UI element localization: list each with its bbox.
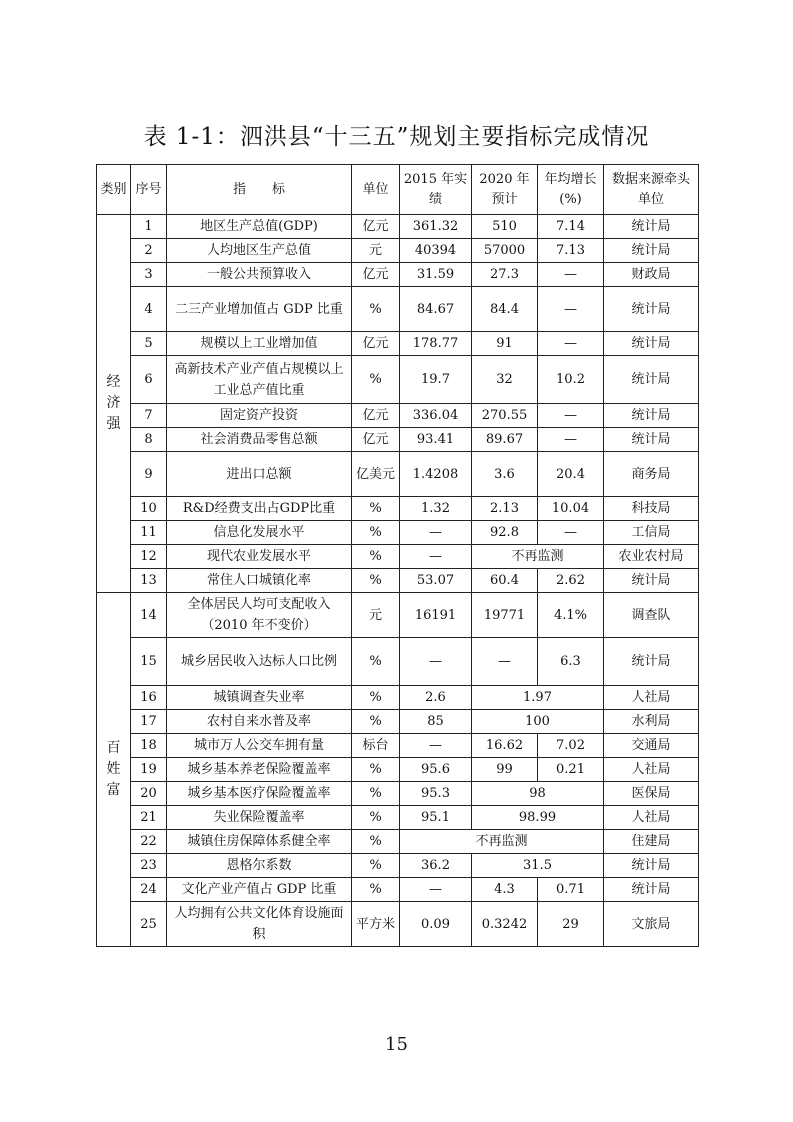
cell-2015: 336.04 — [400, 404, 472, 428]
cell-unit: 亿元 — [352, 215, 400, 239]
cell-source: 统计局 — [604, 239, 699, 263]
cell-growth: 2.62 — [538, 569, 604, 593]
table-title: 表 1-1：泗洪县“十三五”规划主要指标完成情况 — [143, 124, 650, 150]
cell-no: 15 — [131, 638, 167, 686]
cell-2020: 19771 — [472, 593, 538, 638]
cell-2020: 27.3 — [472, 263, 538, 287]
cell-unit: 平方米 — [352, 902, 400, 947]
cell-growth: — — [538, 332, 604, 356]
cell-2015: — — [400, 638, 472, 686]
cell-source: 水利局 — [604, 710, 699, 734]
cell-no: 6 — [131, 356, 167, 404]
cell-unit: % — [352, 710, 400, 734]
table-row — [97, 830, 699, 854]
cell-indicator: R&D经费支出占GDP比重 — [167, 497, 352, 521]
header-2020: 2020 年预计 — [472, 165, 538, 215]
cell-source: 工信局 — [604, 521, 699, 545]
cell-no: 4 — [131, 287, 167, 332]
cell-indicator: 城镇调查失业率 — [167, 686, 352, 710]
cell-2020: 99 — [472, 758, 538, 782]
cell-source: 调查队 — [604, 593, 699, 638]
cell-unit: % — [352, 521, 400, 545]
cell-indicator: 失业保险覆盖率 — [167, 806, 352, 830]
cell-no: 12 — [131, 545, 167, 569]
cell-growth: — — [538, 263, 604, 287]
cell-no: 13 — [131, 569, 167, 593]
header-2015: 2015 年实绩 — [400, 165, 472, 215]
cell-unit: 标台 — [352, 734, 400, 758]
table-row — [97, 545, 699, 569]
table-row — [97, 356, 699, 404]
cell-unit: % — [352, 830, 400, 854]
table-row — [97, 452, 699, 497]
table-row — [97, 902, 699, 947]
cell-indicator: 城乡居民收入达标人口比例 — [167, 638, 352, 686]
cell-no: 9 — [131, 452, 167, 497]
cell-2020: 57000 — [472, 239, 538, 263]
cell-growth: 6.3 — [538, 638, 604, 686]
cell-source: 医保局 — [604, 782, 699, 806]
cell-2015: 1.32 — [400, 497, 472, 521]
cell-merged-values: 98.99 — [472, 806, 604, 830]
cell-source: 统计局 — [604, 854, 699, 878]
cell-unit: % — [352, 287, 400, 332]
cell-source: 统计局 — [604, 569, 699, 593]
cell-2020: 89.67 — [472, 428, 538, 452]
cell-2015: 0.09 — [400, 902, 472, 947]
cell-2015: 40394 — [400, 239, 472, 263]
cell-merged-values: 1.97 — [472, 686, 604, 710]
cell-source: 统计局 — [604, 215, 699, 239]
cell-source: 统计局 — [604, 332, 699, 356]
cell-indicator: 城乡基本医疗保险覆盖率 — [167, 782, 352, 806]
cell-source: 统计局 — [604, 638, 699, 686]
table-row — [97, 263, 699, 287]
cell-2015: 85 — [400, 710, 472, 734]
header-unit: 单位 — [352, 165, 400, 215]
cell-no: 11 — [131, 521, 167, 545]
cell-indicator: 一般公共预算收入 — [167, 263, 352, 287]
cell-no: 16 — [131, 686, 167, 710]
cell-2020: 510 — [472, 215, 538, 239]
table-row — [97, 806, 699, 830]
cell-indicator: 文化产业产值占 GDP 比重 — [167, 878, 352, 902]
cell-growth: 10.04 — [538, 497, 604, 521]
table-row — [97, 734, 699, 758]
cell-indicator: 进出口总额 — [167, 452, 352, 497]
cell-no: 24 — [131, 878, 167, 902]
cell-source: 统计局 — [604, 428, 699, 452]
cell-source: 科技局 — [604, 497, 699, 521]
cell-unit: 亿元 — [352, 404, 400, 428]
cell-2020: — — [472, 638, 538, 686]
cell-unit: % — [352, 806, 400, 830]
cell-2020: 84.4 — [472, 287, 538, 332]
cell-growth: 7.13 — [538, 239, 604, 263]
cell-2015: 16191 — [400, 593, 472, 638]
cell-2015: 36.2 — [400, 854, 472, 878]
cell-growth: 0.21 — [538, 758, 604, 782]
cell-unit: % — [352, 356, 400, 404]
cell-2015: 84.67 — [400, 287, 472, 332]
cell-no: 10 — [131, 497, 167, 521]
cell-unit: % — [352, 545, 400, 569]
cell-indicator: 城乡基本养老保险覆盖率 — [167, 758, 352, 782]
cell-merged-values: 100 — [472, 710, 604, 734]
cell-indicator: 现代农业发展水平 — [167, 545, 352, 569]
cell-no: 2 — [131, 239, 167, 263]
cell-indicator: 二三产业增加值占 GDP 比重 — [167, 287, 352, 332]
cell-unit: 亿元 — [352, 263, 400, 287]
cell-growth: — — [538, 428, 604, 452]
cell-no: 1 — [131, 215, 167, 239]
cell-merged-values: 31.5 — [472, 854, 604, 878]
cell-unit: % — [352, 758, 400, 782]
cell-2020: 4.3 — [472, 878, 538, 902]
cell-indicator: 固定资产投资 — [167, 404, 352, 428]
cell-source: 统计局 — [604, 404, 699, 428]
cell-no: 25 — [131, 902, 167, 947]
cell-2015: — — [400, 734, 472, 758]
cell-growth: 7.14 — [538, 215, 604, 239]
cell-indicator: 地区生产总值(GDP) — [167, 215, 352, 239]
cell-growth: 10.2 — [538, 356, 604, 404]
cell-indicator: 常住人口城镇化率 — [167, 569, 352, 593]
table-row — [97, 710, 699, 734]
cell-2015: 361.32 — [400, 215, 472, 239]
cell-growth: 0.71 — [538, 878, 604, 902]
table-body — [97, 215, 699, 947]
cell-growth: 29 — [538, 902, 604, 947]
cell-2020: 270.55 — [472, 404, 538, 428]
cell-growth: — — [538, 287, 604, 332]
cell-2020: 3.6 — [472, 452, 538, 497]
cell-2020: 16.62 — [472, 734, 538, 758]
cell-source: 农业农村局 — [604, 545, 699, 569]
table-row — [97, 404, 699, 428]
cell-2015: 95.1 — [400, 806, 472, 830]
cell-indicator: 城镇住房保障体系健全率 — [167, 830, 352, 854]
cell-source: 住建局 — [604, 830, 699, 854]
cell-indicator: 社会消费品零售总额 — [167, 428, 352, 452]
cell-indicator: 城市万人公交车拥有量 — [167, 734, 352, 758]
cell-unit: 元 — [352, 239, 400, 263]
cell-indicator: 人均地区生产总值 — [167, 239, 352, 263]
cell-growth: 7.02 — [538, 734, 604, 758]
header-source: 数据来源牵头单位 — [604, 165, 699, 215]
cell-unit: % — [352, 638, 400, 686]
cell-merged-values: 不再监测 — [400, 830, 604, 854]
cell-unit: % — [352, 569, 400, 593]
table-row — [97, 854, 699, 878]
cell-indicator: 高新技术产业产值占规模以上工业总产值比重 — [167, 356, 352, 404]
header-growth: 年均增长(%) — [538, 165, 604, 215]
header-no: 序号 — [131, 165, 167, 215]
table-row — [97, 239, 699, 263]
cell-source: 统计局 — [604, 878, 699, 902]
cell-2015: 95.3 — [400, 782, 472, 806]
cell-no: 20 — [131, 782, 167, 806]
cell-no: 19 — [131, 758, 167, 782]
cell-source: 统计局 — [604, 287, 699, 332]
cell-source: 商务局 — [604, 452, 699, 497]
cell-no: 7 — [131, 404, 167, 428]
cell-no: 21 — [131, 806, 167, 830]
cell-unit: 亿元 — [352, 428, 400, 452]
cell-2020: 0.3242 — [472, 902, 538, 947]
cell-2015: 95.6 — [400, 758, 472, 782]
cell-2020: 92.8 — [472, 521, 538, 545]
cell-indicator: 信息化发展水平 — [167, 521, 352, 545]
cell-indicator: 恩格尔系数 — [167, 854, 352, 878]
indicator-table — [96, 164, 699, 947]
cell-merged-values: 98 — [472, 782, 604, 806]
cell-no: 22 — [131, 830, 167, 854]
cell-merged-values: 不再监测 — [472, 545, 604, 569]
cell-unit: % — [352, 497, 400, 521]
cell-2015: 31.59 — [400, 263, 472, 287]
cell-2020: 2.13 — [472, 497, 538, 521]
cell-no: 18 — [131, 734, 167, 758]
cell-source: 交通局 — [604, 734, 699, 758]
cell-source: 统计局 — [604, 356, 699, 404]
cell-unit: 元 — [352, 593, 400, 638]
table-row — [97, 287, 699, 332]
table-row — [97, 521, 699, 545]
cell-unit: 亿美元 — [352, 452, 400, 497]
cell-2015: — — [400, 878, 472, 902]
category-people: 百 姓 富 — [97, 593, 131, 947]
cell-growth: 20.4 — [538, 452, 604, 497]
table-row — [97, 215, 699, 239]
cell-source: 财政局 — [604, 263, 699, 287]
cell-growth: 4.1% — [538, 593, 604, 638]
cell-indicator: 全体居民人均可支配收入（2010 年不变价） — [167, 593, 352, 638]
table-row — [97, 428, 699, 452]
cell-indicator: 人均拥有公共文化体育设施面积 — [167, 902, 352, 947]
cell-no: 3 — [131, 263, 167, 287]
cell-2020: 91 — [472, 332, 538, 356]
table-row — [97, 686, 699, 710]
cell-2015: 2.6 — [400, 686, 472, 710]
cell-source: 文旅局 — [604, 902, 699, 947]
cell-source: 人社局 — [604, 758, 699, 782]
table-row — [97, 569, 699, 593]
header-row — [97, 165, 699, 215]
cell-unit: % — [352, 686, 400, 710]
cell-growth: — — [538, 521, 604, 545]
cell-no: 5 — [131, 332, 167, 356]
page-number: 15 — [385, 1034, 408, 1055]
cell-unit: % — [352, 782, 400, 806]
cell-2015: 1.4208 — [400, 452, 472, 497]
cell-unit: % — [352, 854, 400, 878]
header-indicator: 指 标 — [167, 165, 352, 215]
cell-2015: 19.7 — [400, 356, 472, 404]
header-category: 类别 — [97, 165, 131, 215]
cell-unit: 亿元 — [352, 332, 400, 356]
cell-2015: — — [400, 545, 472, 569]
cell-2020: 60.4 — [472, 569, 538, 593]
cell-no: 17 — [131, 710, 167, 734]
cell-2015: 178.77 — [400, 332, 472, 356]
cell-2015: 93.41 — [400, 428, 472, 452]
table-row — [97, 593, 699, 638]
cell-unit: % — [352, 878, 400, 902]
cell-no: 8 — [131, 428, 167, 452]
table-row — [97, 758, 699, 782]
table-row — [97, 497, 699, 521]
cell-source: 人社局 — [604, 686, 699, 710]
cell-2015: 53.07 — [400, 569, 472, 593]
table-row — [97, 332, 699, 356]
cell-no: 23 — [131, 854, 167, 878]
cell-source: 人社局 — [604, 806, 699, 830]
table-row — [97, 638, 699, 686]
cell-2015: — — [400, 521, 472, 545]
cell-no: 14 — [131, 593, 167, 638]
cell-growth: — — [538, 404, 604, 428]
cell-2020: 32 — [472, 356, 538, 404]
category-economy: 经 济 强 — [97, 215, 131, 593]
cell-indicator: 规模以上工业增加值 — [167, 332, 352, 356]
table-row — [97, 878, 699, 902]
table-row — [97, 782, 699, 806]
cell-indicator: 农村自来水普及率 — [167, 710, 352, 734]
